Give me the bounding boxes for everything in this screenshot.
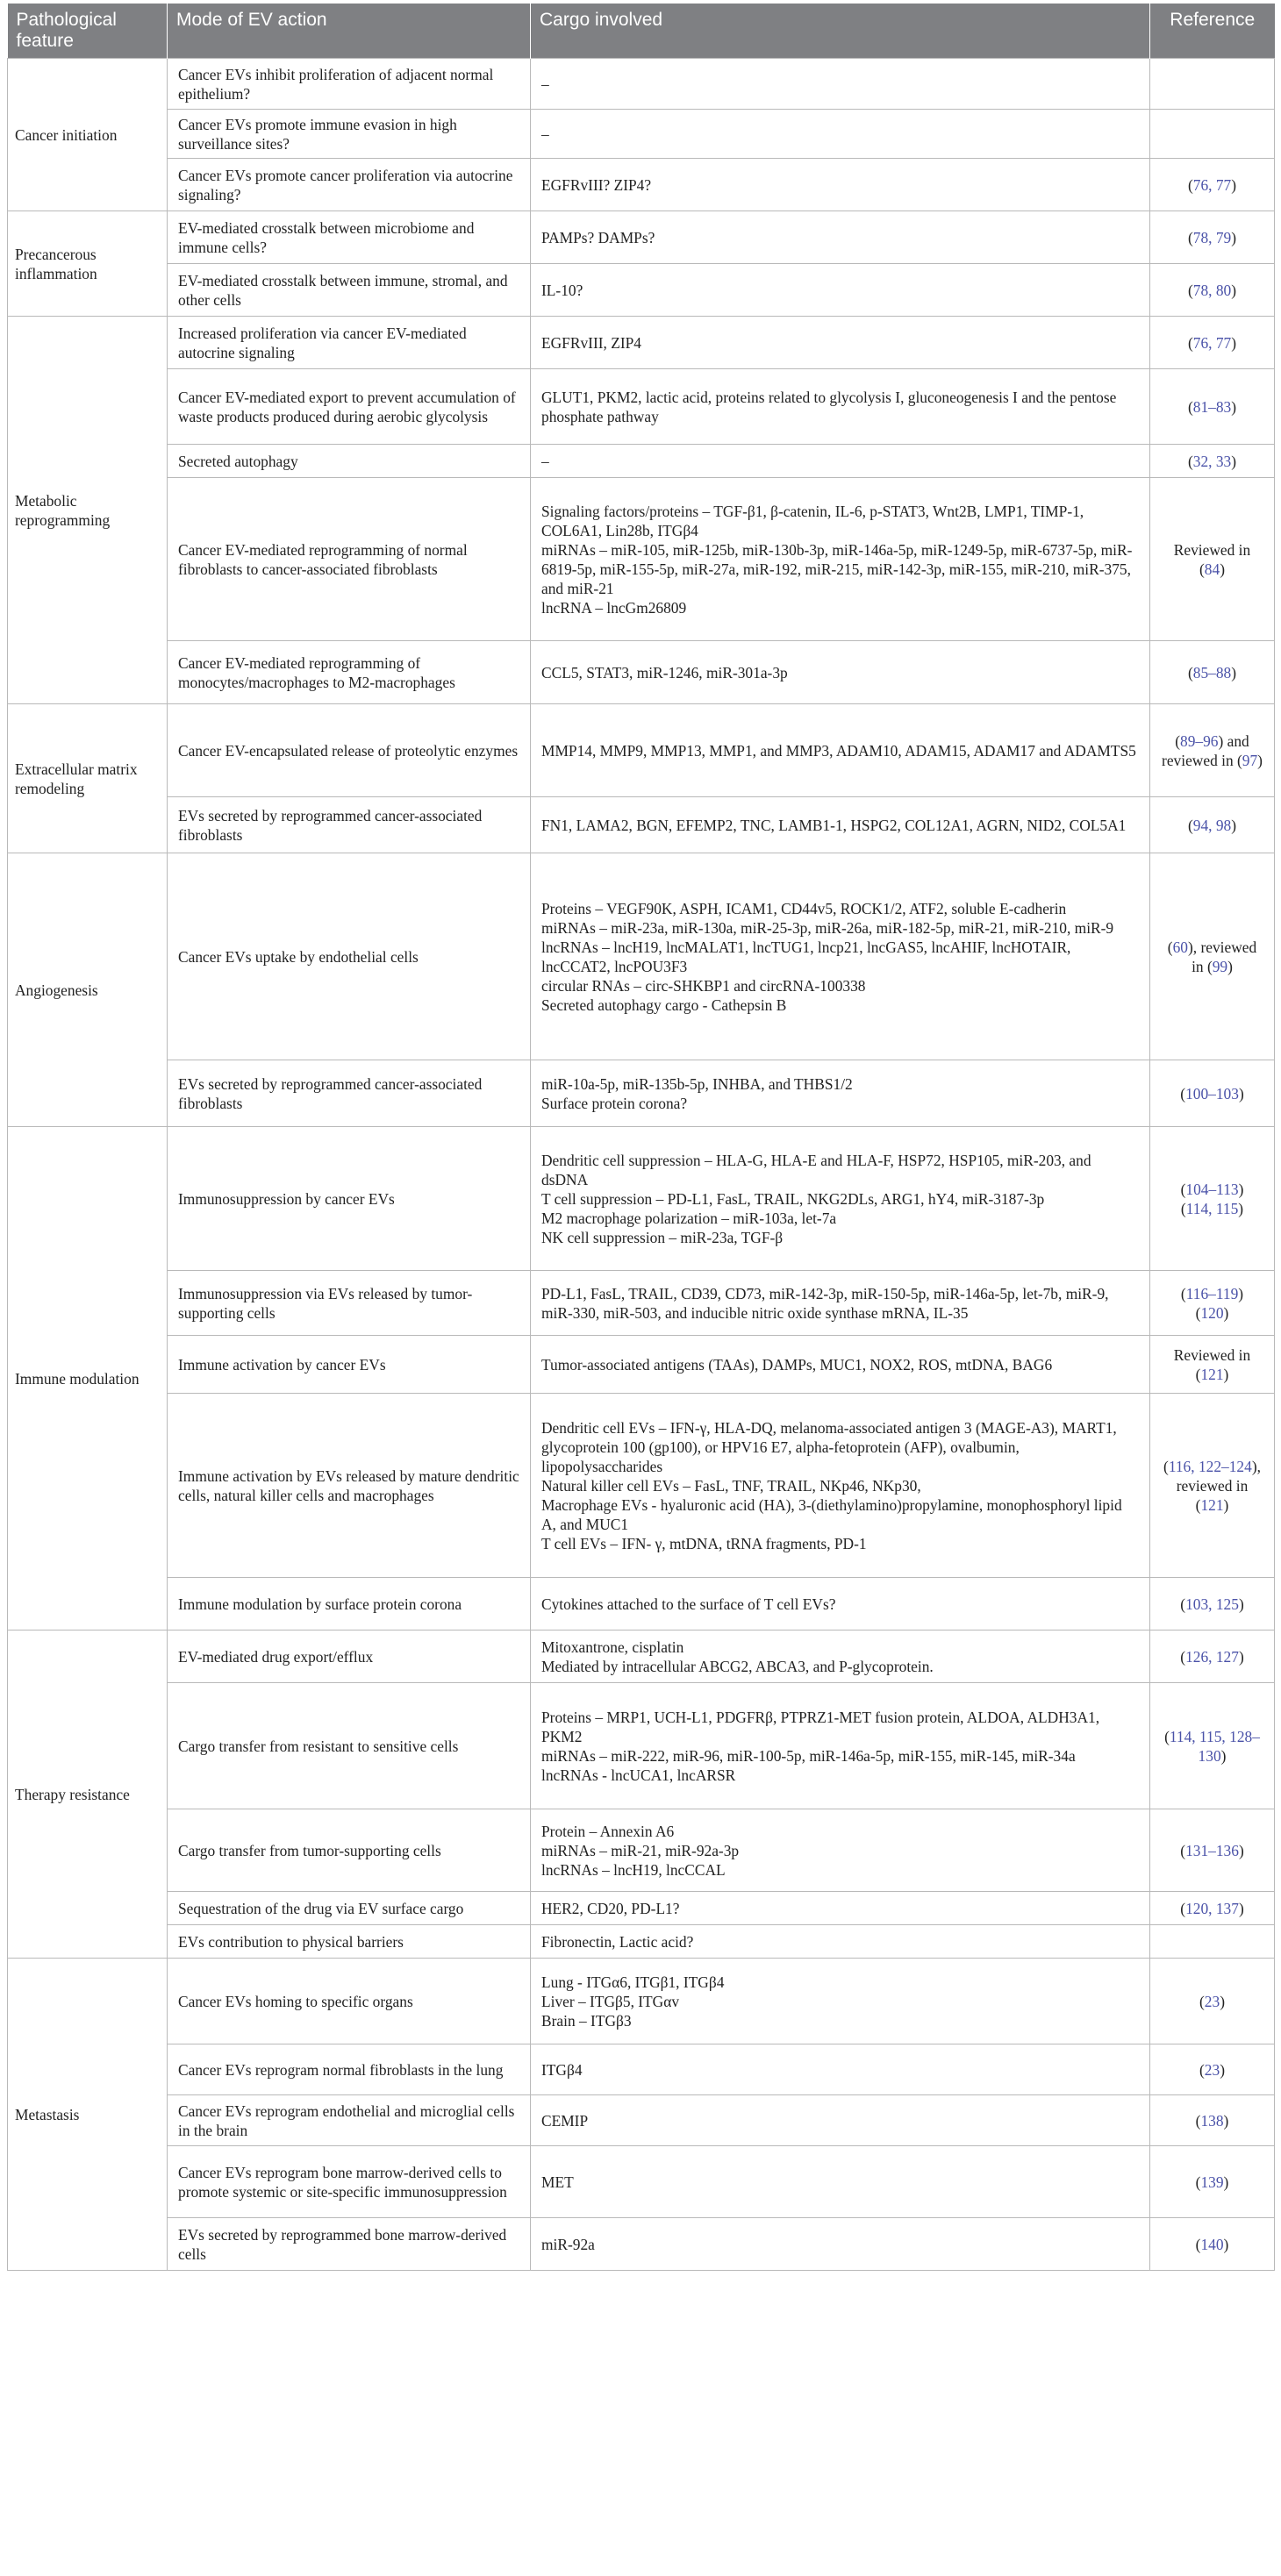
pathological-feature-cell: Immune modulation [8,1127,168,1631]
citation-link[interactable]: 116, 122–124 [1168,1457,1252,1475]
cargo-involved-cell [531,2218,1150,2271]
cargo-text: Dendritic cell EVs – IFN-γ, HLA-DQ, melanoma-associated antigen 3 (MAGE-A3), MART1, glycoprotein 100 (gp100), or HPV16 E7, alpha-fetoprotein (AFP), ovalbumin, lipopolysaccharides Natural killer cell EVs – FasL, TNF, TRAIL, NKp46, NKp30, Macrophage EVs - hyaluronic acid (HA), 3-(diethylamino)propylamine, monophosphoryl lipid A, and MUC1 T cell EVs – IFN- γ, mtDNA, tRNA fragments, PD-1 [541,1418,1122,1552]
cargo-involved-cell [531,369,1150,445]
table-header [8,4,1275,59]
citation-link[interactable]: 84 [1204,560,1220,578]
reference-text[interactable]: (94, 98) [1187,816,1237,834]
cargo-text: FN1, LAMA2, BGN, EFEMP2, TNC, LAMB1-1, HSPG2, COL12A1, AGRN, NID2, COL5A1 [541,816,1127,834]
table-row [8,797,1275,853]
cargo-involved-cell [531,1336,1150,1394]
cargo-involved-cell [531,1578,1150,1631]
citation-link[interactable]: 121 [1200,1495,1224,1514]
reference-cell [1150,1127,1275,1271]
reference-cell [1150,59,1275,110]
citation-link[interactable]: 85–88 [1192,663,1232,681]
cargo-text: HER2, CD20, PD-L1? [541,1899,680,1917]
cargo-involved-cell [531,159,1150,211]
cargo-involved-cell [531,1394,1150,1578]
table-row [8,1959,1275,2044]
cargo-involved-cell [531,1271,1150,1336]
citation-link[interactable]: 120, 137 [1185,1899,1239,1917]
table-row [8,1892,1275,1925]
mode-of-ev-action-cell: EVs secreted by reprogrammed cancer-associated fibroblasts [168,797,531,853]
citation-link[interactable]: 23 [1204,1992,1220,2010]
reference-text[interactable]: (131–136) [1180,1841,1244,1859]
reference-text[interactable]: (116, 122–124), reviewed in (121) [1163,1457,1261,1514]
reference-cell [1150,159,1275,211]
cargo-text: PD-L1, FasL, TRAIL, CD39, CD73, miR-142-3p, miR-150-5p, miR-146a-5p, let-7b, miR-9, miR-330, miR-503, and inducible nitric oxide synthase mRNA, IL-35 [541,1284,1109,1322]
citation-link[interactable]: 131–136 [1185,1841,1239,1859]
cargo-text: IL-10? [541,281,583,299]
header-row [8,4,1275,59]
table-row [8,2095,1275,2146]
cargo-involved-cell [531,1631,1150,1683]
mode-of-ev-action-cell: Increased proliferation via cancer EV-mediated autocrine signaling [168,317,531,369]
citation-link[interactable]: 97 [1242,751,1258,769]
reference-text[interactable]: (23) [1199,1992,1225,2010]
mode-of-ev-action-cell: Immune activation by cancer EVs [168,1336,531,1394]
cargo-involved-cell [531,1959,1150,2044]
pathological-feature-cell: Angiogenesis [8,853,168,1127]
table-row [8,2044,1275,2095]
reference-text[interactable]: (100–103) [1180,1084,1244,1102]
mode-of-ev-action-cell: Cancer EVs reprogram bone marrow-derived cells to promote systemic or site-specific immunosuppression [168,2146,531,2218]
mode-of-ev-action-cell: Cancer EV-mediated reprogramming of monocytes/macrophages to M2-macrophages [168,641,531,704]
cargo-text: MET [541,2173,574,2191]
citation-link[interactable]: 89–96 [1180,731,1219,750]
header-cargo-involved: Cargo involved [531,4,1150,59]
reference-cell [1150,797,1275,853]
evs-table-container [7,4,1274,2271]
table-row [8,1809,1275,1892]
reference-text[interactable]: (89–96) and reviewed in (97) [1162,731,1263,769]
mode-of-ev-action-cell: Cancer EV-mediated reprogramming of normal fibroblasts to cancer-associated fibroblasts [168,478,531,641]
mode-of-ev-action-cell: Immunosuppression by cancer EVs [168,1127,531,1271]
reference-text[interactable]: (76, 77) [1187,333,1237,352]
mode-of-ev-action-cell: EV-mediated crosstalk between immune, stromal, and other cells [168,264,531,317]
mode-of-ev-action-cell: Immune modulation by surface protein corona [168,1578,531,1631]
cargo-involved-cell [531,264,1150,317]
mode-of-ev-action-cell: EVs contribution to physical barriers [168,1925,531,1959]
cargo-involved-cell [531,1683,1150,1809]
reference-text[interactable]: (23) [1199,2060,1225,2079]
citation-link[interactable]: 116–119 [1185,1284,1239,1302]
reference-text[interactable]: (138) [1195,2111,1229,2130]
cargo-involved-cell [531,1892,1150,1925]
cargo-text: Proteins – VEGF90K, ASPH, ICAM1, CD44v5, ROCK1/2, ATF2, soluble E-cadherin miRNAs – miR-23a, miR-130a, miR-25-3p, miR-26a, miR-182-5p, miR-21, miR-210, miR-9 lncRNAs – lncH19, lncMALAT1, lncTUG1, lncp21, lncGAS5, lncAHIF, lncHOTAIR, lncCCAT2, lncPOU3F3 circular RNAs – circ-SHKBP1 and circRNA-100338 Secreted autophagy cargo - Cathepsin B [541,899,1114,1014]
cargo-involved-cell [531,853,1150,1060]
reference-text[interactable]: (78, 79) [1187,228,1237,246]
table-row [8,317,1275,369]
citation-link[interactable]: 103, 125 [1185,1595,1239,1613]
mode-of-ev-action-cell: Secreted autophagy [168,445,531,478]
cargo-text: Signaling factors/proteins – TGF-β1, β-catenin, IL-6, p-STAT3, Wnt2B, LMP1, TIMP-1, COL6A1, Lin28b, ITGβ4 miRNAs – miR-105, miR-125b, miR-130b-3p, miR-146a-5p, miR-1249-5p, miR-6737-5p, miR-6819-5p, miR-155-5p, miR-27a, miR-192, miR-215, miR-142-3p, miR-155, miR-210, miR-375, and miR-21 lncRNA – lncGm26809 [541,502,1133,617]
cargo-involved-cell [531,317,1150,369]
mode-of-ev-action-cell: EV-mediated crosstalk between microbiome and immune cells? [168,211,531,264]
reference-cell [1150,110,1275,159]
cargo-text: CCL5, STAT3, miR-1246, miR-301a-3p [541,663,788,681]
table-row [8,1060,1275,1127]
cargo-involved-cell [531,2095,1150,2146]
table-row [8,1271,1275,1336]
cargo-involved-cell [531,704,1150,797]
reference-text[interactable]: (60), reviewed in (99) [1167,938,1257,975]
cargo-involved-cell [531,59,1150,110]
reference-text[interactable]: (78, 80) [1187,281,1237,299]
reference-cell [1150,704,1275,797]
cargo-involved-cell [531,478,1150,641]
mode-of-ev-action-cell: Cancer EV-encapsulated release of proteolytic enzymes [168,704,531,797]
reference-cell [1150,264,1275,317]
cargo-text: – [541,452,549,470]
reference-cell [1150,2146,1275,2218]
citation-link[interactable]: 140 [1200,2235,1224,2253]
cargo-involved-cell [531,1127,1150,1271]
cargo-text: MMP14, MMP9, MMP13, MMP1, and MMP3, ADAM10, ADAM15, ADAM17 and ADAMTS5 [541,741,1136,760]
table-body [8,59,1275,2271]
table-row [8,59,1275,110]
reference-cell [1150,1683,1275,1809]
cargo-text: miR-92a [541,2235,595,2253]
citation-link[interactable]: 100–103 [1185,1084,1239,1102]
cargo-text: Proteins – MRP1, UCH-L1, PDGFRβ, PTPRZ1-MET fusion protein, ALDOA, ALDH3A1, PKM2 miRNAs – miR-222, miR-96, miR-100-5p, miR-146a-5p, miR-155, miR-145, miR-34a lncRNAs - lncUCA1, lncARSR [541,1708,1100,1784]
citation-link[interactable]: 78, 80 [1192,281,1232,299]
reference-text[interactable]: (114, 115, 128–130) [1164,1727,1260,1765]
table-row [8,1394,1275,1578]
reference-text[interactable]: (116–119) (120) [1180,1284,1244,1322]
cargo-involved-cell [531,1060,1150,1127]
table-row [8,1578,1275,1631]
mode-of-ev-action-cell: EVs secreted by reprogrammed cancer-associated fibroblasts [168,1060,531,1127]
mode-of-ev-action-cell: Cancer EVs inhibit proliferation of adjacent normal epithelium? [168,59,531,110]
reference-cell [1150,1809,1275,1892]
mode-of-ev-action-cell: Cancer EVs homing to specific organs [168,1959,531,2044]
mode-of-ev-action-cell: Immune activation by EVs released by mature dendritic cells, natural killer cells and macrophages [168,1394,531,1578]
cargo-text: Tumor-associated antigens (TAAs), DAMPs, MUC1, NOX2, ROS, mtDNA, BAG6 [541,1355,1053,1374]
table-row [8,264,1275,317]
reference-cell [1150,2095,1275,2146]
table-row [8,2146,1275,2218]
citation-link[interactable]: 23 [1204,2060,1220,2079]
mode-of-ev-action-cell: Cancer EVs reprogram endothelial and microglial cells in the brain [168,2095,531,2146]
reference-cell [1150,1925,1275,1959]
reference-cell [1150,853,1275,1060]
citation-link[interactable]: 76, 77 [1192,175,1232,194]
cargo-involved-cell [531,1925,1150,1959]
reference-text[interactable]: Reviewed in (121) [1173,1345,1251,1383]
reference-cell [1150,2044,1275,2095]
table-row [8,1127,1275,1271]
cargo-text: Protein – Annexin A6 miRNAs – miR-21, miR-92a-3p lncRNAs – lncH19, lncCCAL [541,1822,740,1879]
citation-link[interactable]: 60 [1172,938,1188,956]
cargo-text: Mitoxantrone, cisplatin Mediated by intracellular ABCG2, ABCA3, and P-glycoprotein. [541,1638,934,1675]
table-row [8,1925,1275,1959]
table-row [8,478,1275,641]
reference-cell [1150,1060,1275,1127]
citation-link[interactable]: 78, 79 [1192,228,1232,246]
reference-text[interactable]: (32, 33) [1187,452,1237,470]
reference-cell [1150,2218,1275,2271]
header-mode-of-ev-action: Mode of EV action [168,4,531,59]
reference-cell [1150,1631,1275,1683]
citation-link[interactable]: 32, 33 [1192,452,1232,470]
citation-link[interactable]: 121 [1200,1365,1224,1383]
cargo-text: GLUT1, PKM2, lactic acid, proteins related to glycolysis I, gluconeogenesis I and the pentose phosphate pathway [541,388,1117,425]
cargo-text: EGFRvIII? ZIP4? [541,175,652,194]
table-row [8,704,1275,797]
cargo-involved-cell [531,2146,1150,2218]
citation-link[interactable]: 76, 77 [1192,333,1232,352]
table-row [8,211,1275,264]
pathological-feature-cell: Precancerous inflammation [8,211,168,317]
citation-link[interactable]: 104–113 [1185,1180,1239,1198]
reference-cell [1150,369,1275,445]
citation-link[interactable]: 120 [1200,1303,1224,1322]
mode-of-ev-action-cell: Cancer EVs uptake by endothelial cells [168,853,531,1060]
reference-text[interactable]: (76, 77) [1187,175,1237,194]
reference-cell [1150,317,1275,369]
reference-cell [1150,641,1275,704]
reference-cell [1150,1959,1275,2044]
cargo-text: Dendritic cell suppression – HLA-G, HLA-E and HLA-F, HSP72, HSP105, miR-203, and dsDNA T cell suppression – PD-L1, FasL, TRAIL, NKG2DLs, ARG1, hY4, miR-3187-3p M2 macrophage polarization – miR-103a, let-7a NK cell suppression – miR-23a, TGF-β [541,1151,1091,1246]
cargo-text: Fibronectin, Lactic acid? [541,1932,694,1951]
mode-of-ev-action-cell: Immunosuppression via EVs released by tumor-supporting cells [168,1271,531,1336]
cargo-involved-cell [531,211,1150,264]
table-row [8,1631,1275,1683]
cargo-text: miR-10a-5p, miR-135b-5p, INHBA, and THBS1/2 Surface protein corona? [541,1074,853,1112]
reference-text[interactable]: (140) [1195,2235,1229,2253]
table-row [8,853,1275,1060]
mode-of-ev-action-cell: Cancer EVs promote immune evasion in high surveillance sites? [168,110,531,159]
cargo-text: ITGβ4 [541,2060,583,2079]
pathological-feature-cell: Cancer initiation [8,59,168,211]
mode-of-ev-action-cell: Cancer EV-mediated export to prevent accumulation of waste products produced during aerobic glycolysis [168,369,531,445]
table-row [8,445,1275,478]
reference-text[interactable]: (103, 125) [1180,1595,1244,1613]
header-pathological-feature: Pathological feature [8,4,168,59]
citation-link[interactable]: 81–83 [1192,397,1232,416]
cargo-text: – [541,125,549,143]
table-row [8,1336,1275,1394]
mode-of-ev-action-cell: Cargo transfer from resistant to sensitive cells [168,1683,531,1809]
cargo-involved-cell [531,110,1150,159]
citation-link[interactable]: 99 [1212,957,1228,975]
reference-text[interactable]: (126, 127) [1180,1647,1244,1666]
mode-of-ev-action-cell: EVs secreted by reprogrammed bone marrow-derived cells [168,2218,531,2271]
reference-text[interactable]: (104–113) (114, 115) [1180,1180,1244,1217]
reference-cell [1150,1892,1275,1925]
citation-link[interactable]: 139 [1200,2173,1224,2191]
reference-cell [1150,478,1275,641]
ev-cancer-table [7,4,1275,2271]
pathological-feature-cell: Extracellular matrix remodeling [8,704,168,853]
cargo-text: CEMIP [541,2111,589,2130]
cargo-involved-cell [531,445,1150,478]
table-row [8,2218,1275,2271]
pathological-feature-cell: Metastasis [8,1959,168,2271]
reference-cell [1150,445,1275,478]
cargo-text: Lung - ITGα6, ITGβ1, ITGβ4 Liver – ITGβ5, ITGαv Brain – ITGβ3 [541,1973,725,2030]
reference-text[interactable]: Reviewed in (84) [1173,540,1251,578]
citation-link[interactable]: 114, 115, 128–130 [1169,1727,1260,1765]
reference-cell [1150,1578,1275,1631]
table-row [8,159,1275,211]
reference-cell [1150,211,1275,264]
cargo-involved-cell [531,797,1150,853]
pathological-feature-cell: Metabolic reprogramming [8,317,168,704]
table-row [8,110,1275,159]
mode-of-ev-action-cell: Sequestration of the drug via EV surface cargo [168,1892,531,1925]
cargo-involved-cell [531,2044,1150,2095]
mode-of-ev-action-cell: Cancer EVs reprogram normal fibroblasts in the lung [168,2044,531,2095]
mode-of-ev-action-cell: EV-mediated drug export/efflux [168,1631,531,1683]
pathological-feature-cell: Therapy resistance [8,1631,168,1959]
reference-text[interactable]: (120, 137) [1180,1899,1244,1917]
cargo-text: EGFRvIII, ZIP4 [541,333,641,352]
citation-link[interactable]: 126, 127 [1185,1647,1239,1666]
reference-cell [1150,1336,1275,1394]
reference-text[interactable]: (81–83) [1187,397,1237,416]
cargo-text: Cytokines attached to the surface of T cell EVs? [541,1595,836,1613]
reference-text[interactable]: (139) [1195,2173,1229,2191]
reference-text[interactable]: (85–88) [1187,663,1237,681]
citation-link[interactable]: 138 [1200,2111,1224,2130]
citation-link[interactable]: 114, 115 [1185,1199,1239,1217]
cargo-text: PAMPs? DAMPs? [541,228,655,246]
table-row [8,641,1275,704]
table-row [8,1683,1275,1809]
reference-cell [1150,1394,1275,1578]
mode-of-ev-action-cell: Cancer EVs promote cancer proliferation via autocrine signaling? [168,159,531,211]
cargo-text: – [541,75,549,93]
table-row [8,369,1275,445]
citation-link[interactable]: 94, 98 [1192,816,1232,834]
header-reference: Reference [1150,4,1275,59]
cargo-involved-cell [531,641,1150,704]
reference-cell [1150,1271,1275,1336]
cargo-involved-cell [531,1809,1150,1892]
mode-of-ev-action-cell: Cargo transfer from tumor-supporting cells [168,1809,531,1892]
